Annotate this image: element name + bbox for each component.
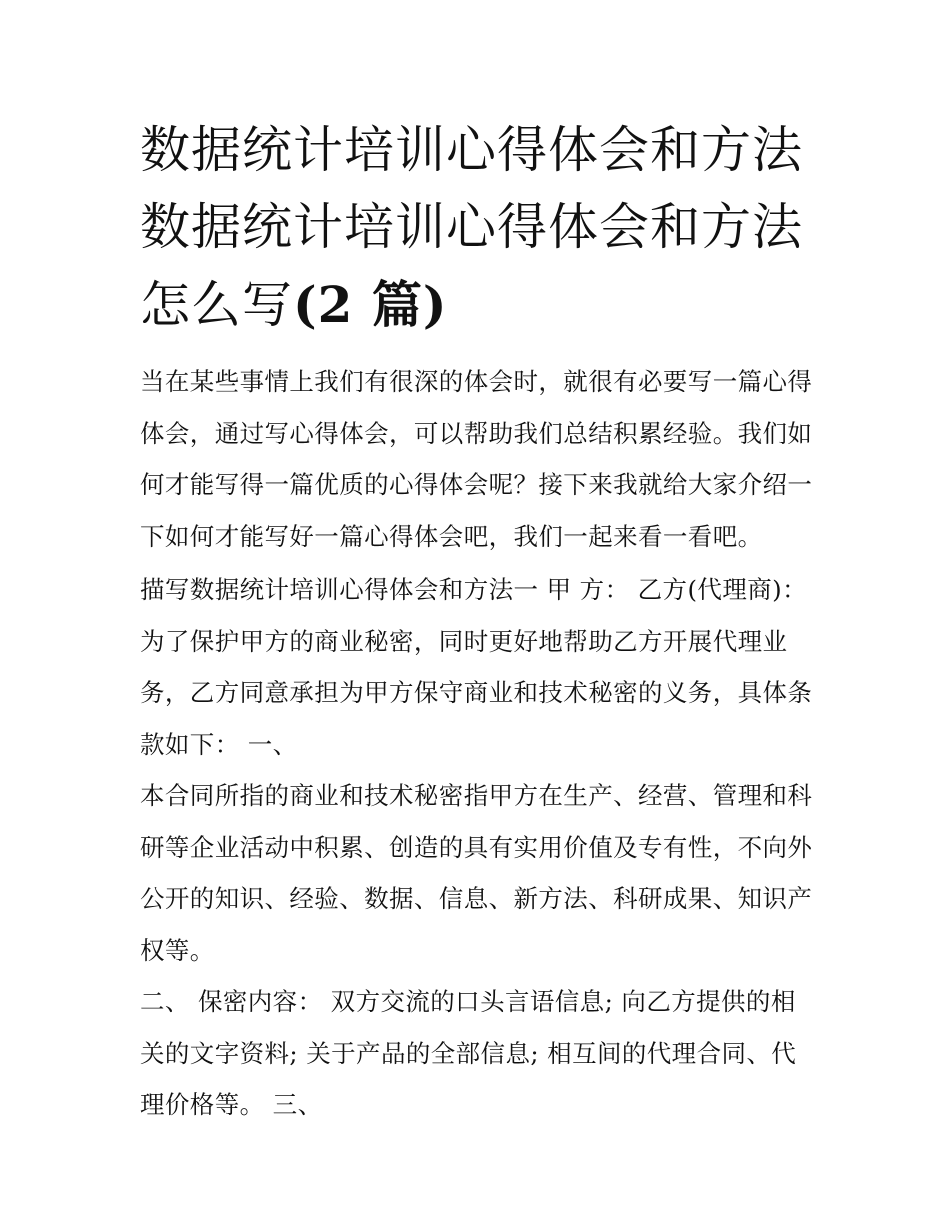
title-count: (2 篇): [293, 275, 448, 334]
title-text: 数据统计培训心得体会和方法数据统计培训心得体会和方法怎么写: [140, 121, 803, 334]
document-body: [140, 356, 816, 1131]
document-page: [140, 112, 816, 1131]
intro-paragraph: 当在某些事情上我们有很深的体会时，就很有必要写一篇心得体会，通过写心得体会，可以帮助我们总结积累经验。我们如何才能写得一篇优质的心得体会呢？接下来我就给大家介绍一下如何才能写好一篇心得体会吧，我们一起来看一看吧。: [140, 367, 813, 551]
paragraph: 二、 保密内容： 双方交流的口头言语信息; 向乙方提供的相关的文字资料; 关于产品的全部信息; 相互间的代理合同、代理价格等。 三、: [140, 987, 797, 1119]
paragraph: 本合同所指的商业和技术秘密指甲方在生产、经营、管理和科研等企业活动中积累、创造的具有实用价值及专有性，不向外公开的知识、经验、数据、信息、新方法、科研成果、知识产权等。: [140, 781, 813, 965]
paragraph: 描写数据统计培训心得体会和方法一 甲 方： 乙方(代理商)：为了保护甲方的商业秘密，同时更好地帮助乙方开展代理业务，乙方同意承担为甲方保守商业和技术秘密的义务，具体条款如下： 一、: [140, 575, 813, 759]
document-title: [140, 112, 816, 344]
